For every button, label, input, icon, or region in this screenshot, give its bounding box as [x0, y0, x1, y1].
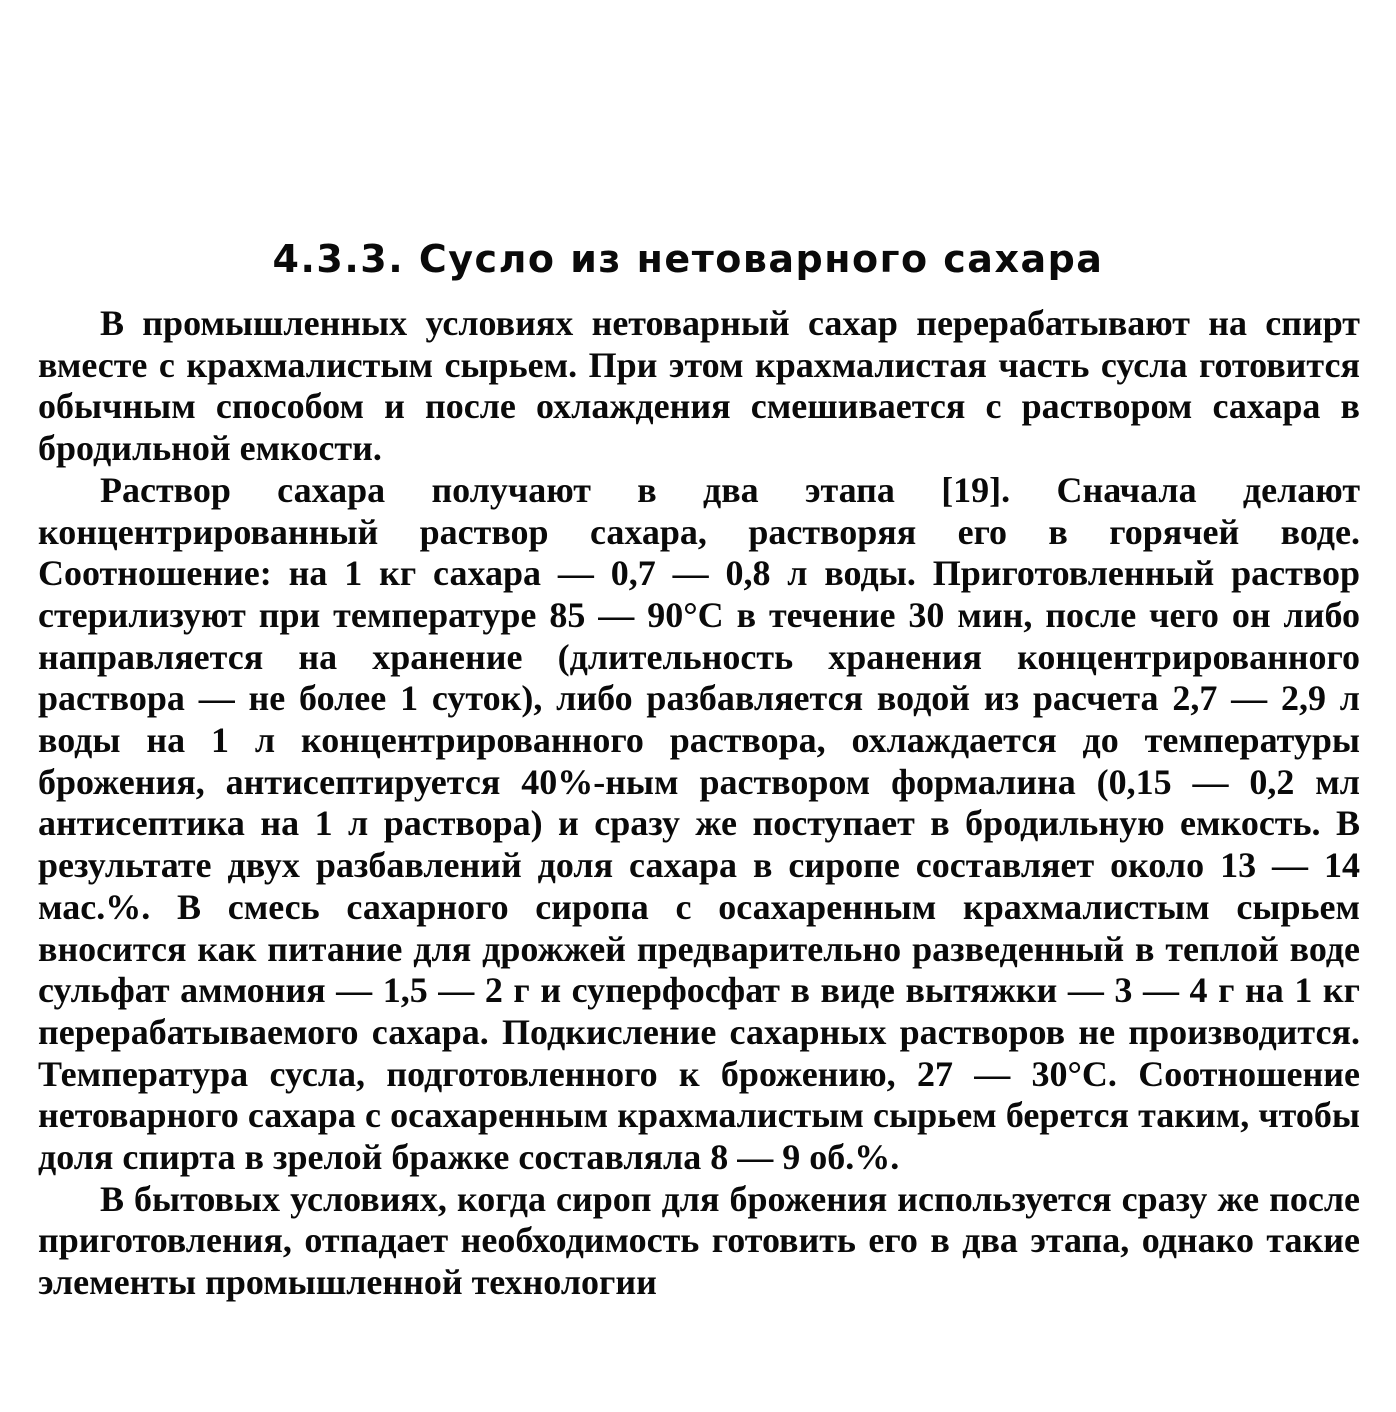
paragraph-household-conditions: В бытовых условиях, когда сироп для брожения используется сразу же после приготовления, отпадает необходимость готовить его в два этапа, однако такие элементы промышленной технологии [38, 1178, 1360, 1303]
paragraph-industrial-conditions: В промышленных условиях нетоварный сахар перерабатывают на спирт вместе с крахмалистым сырьем. При этом крахмалистая часть сусла готовится обычным способом и после охлаждения смешивается с раствором сахара в бродильной емкости. [38, 303, 1360, 469]
section-body [38, 303, 1360, 1304]
paragraph-sugar-solution: Раствор сахара получают в два этапа [19]. Сначала делают концентрированный раствор сахара, растворяя его в горячей воде. Соотношение: на 1 кг сахара — 0,7 — 0,8 л воды. Приготовленный раствор стерилизуют при температуре 85 — 90°С в течение 30 мин, после чего он либо направляется на хранение (длительность хранения концентрированного раствора — не более 1 суток), либо разбавляется водой из расчета 2,7 — 2,9 л воды на 1 л концентрированного раствора, охлаждается до температуры брожения, антисептируется 40%-ным раствором формалина (0,15 — 0,2 мл антисептика на 1 л раствора) и сразу же поступает в бродильную емкость. В результате двух разбавлений доля сахара в сиропе составляет около 13 — 14 мас.%. В смесь сахарного сиропа с осахаренным крахмалистым сырьем вносится как питание для дрожжей предварительно разведенный в теплой воде сульфат аммония — 1,5 — 2 г и суперфосфат в виде вытяжки — 3 — 4 г на 1 кг перерабатываемого сахара. Подкисление сахарных растворов не производится. Температура сусла, подготовленного к брожению, 27 — 30°С. Соотношение нетоварного сахара с осахаренным крахмалистым сырьем берется таким, чтобы доля спирта в зрелой бражке составляла 8 — 9 об.%. [38, 469, 1360, 1178]
section-heading: 4.3.3. Сусло из нетоварного сахара [272, 237, 1104, 281]
